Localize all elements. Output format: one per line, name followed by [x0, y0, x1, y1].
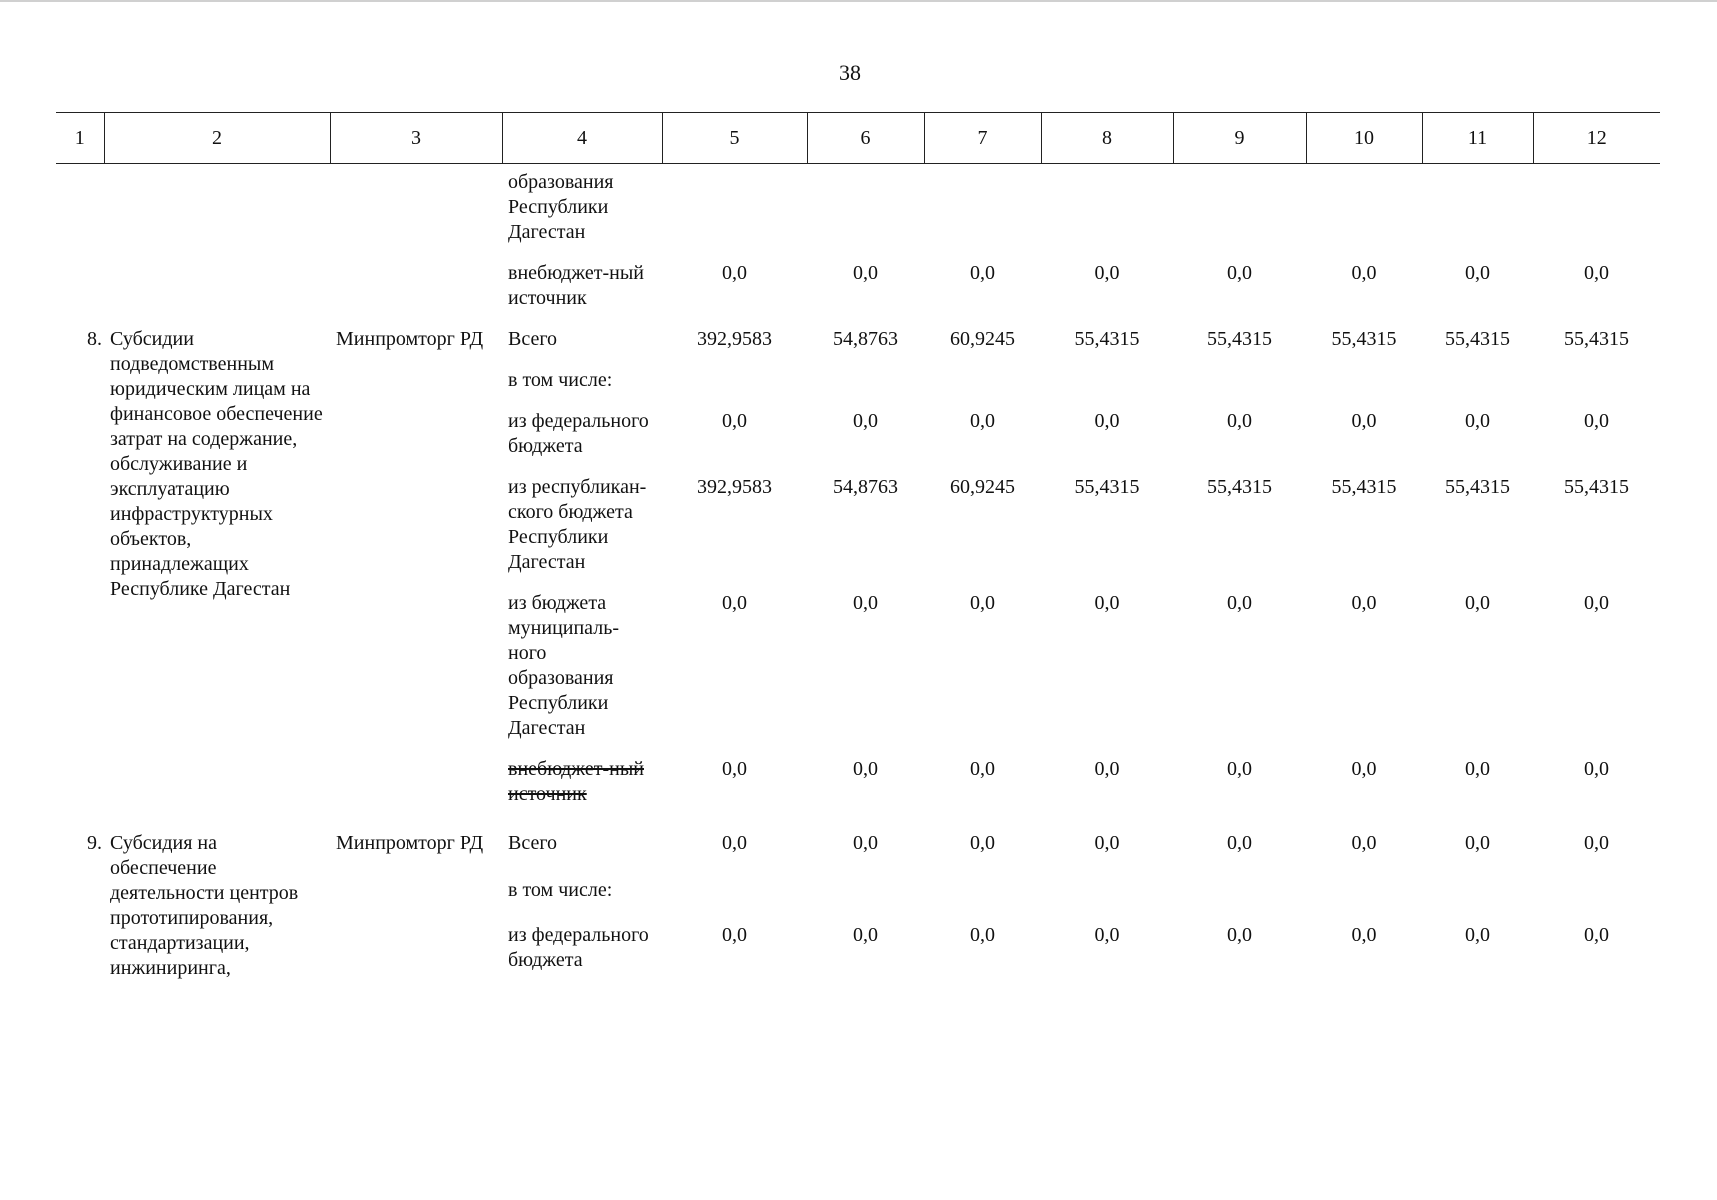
- row-source: внебюджет-ный источник: [508, 262, 644, 309]
- value-cell: 0,0: [853, 924, 878, 947]
- value-cell: [1041, 164, 1173, 256]
- value-cell: 0,0: [853, 592, 878, 614]
- row-name: Субсидии подведомственным юридическим лицам на финансовое обеспечение затрат на содержание, обслуживание и эксплуатацию инфраструктурных объектов, принадлежащих Республике Дагестан: [110, 328, 323, 600]
- row-source: в том числе:: [508, 369, 613, 391]
- value-cell: 0,0: [1465, 758, 1490, 780]
- row-org: Минпромторг РД: [336, 832, 484, 854]
- value-cell: 0,0: [722, 262, 747, 284]
- value-cell: 0,0: [970, 832, 995, 854]
- value-cell: 0,0: [1094, 592, 1120, 614]
- value-cell: 0,0: [1465, 410, 1490, 432]
- row-org: Минпромторг РД: [336, 328, 484, 350]
- value-cell: 0,0: [1094, 924, 1120, 947]
- row-source: Всего: [508, 832, 558, 854]
- row-source: образования Республики Дагестан: [508, 171, 614, 243]
- value-cell: 0,0: [1227, 758, 1252, 780]
- value-cell: 0,0: [1094, 832, 1120, 854]
- value-cell: 0,0: [1227, 592, 1252, 614]
- value-cell: 55,4315: [1331, 328, 1397, 350]
- column-header: 5: [662, 113, 807, 164]
- column-header: 1: [56, 113, 104, 164]
- row-name: Субсидия на обеспечение деятельности центров прототипирования, стандартизации, инжиниринга,: [110, 832, 299, 979]
- value-cell: 0,0: [1351, 592, 1377, 614]
- value-cell: [1422, 164, 1533, 256]
- value-cell: 0,0: [970, 262, 995, 284]
- value-cell: 0,0: [1584, 924, 1609, 947]
- value-cell: 0,0: [1094, 262, 1120, 284]
- value-cell: 0,0: [1584, 262, 1609, 284]
- value-cell: 55,4315: [1564, 328, 1629, 350]
- value-cell: [807, 872, 924, 918]
- column-header: 2: [104, 113, 330, 164]
- value-cell: 0,0: [1584, 832, 1609, 854]
- value-cell: 0,0: [970, 758, 995, 780]
- value-cell: 60,9245: [950, 476, 1015, 498]
- value-cell: [1422, 362, 1533, 403]
- table-row: [56, 817, 1660, 872]
- value-cell: 55,4315: [1074, 328, 1140, 350]
- value-cell: [924, 872, 1041, 918]
- value-cell: 0,0: [1351, 262, 1377, 284]
- value-cell: 55,4315: [1564, 476, 1629, 498]
- value-cell: [662, 362, 807, 403]
- value-cell: 0,0: [1465, 832, 1490, 854]
- value-cell: 0,0: [722, 410, 747, 432]
- value-cell: 0,0: [1227, 832, 1252, 854]
- value-cell: 0,0: [722, 758, 747, 780]
- value-cell: 0,0: [1351, 758, 1377, 780]
- value-cell: 392,9583: [697, 476, 772, 498]
- value-cell: 55,4315: [1207, 476, 1272, 498]
- value-cell: 0,0: [853, 262, 878, 284]
- value-cell: 0,0: [853, 832, 878, 854]
- value-cell: 392,9583: [697, 328, 772, 350]
- value-cell: 55,4315: [1207, 328, 1272, 350]
- scan-edge: [0, 0, 1717, 2]
- value-cell: 0,0: [1465, 262, 1490, 284]
- row-source: из бюджета муниципаль-ного образования Республики Дагестан: [508, 592, 619, 739]
- value-cell: [1041, 362, 1173, 403]
- row-index: 9.: [87, 832, 102, 854]
- value-cell: [1041, 872, 1173, 918]
- value-cell: 0,0: [1584, 592, 1609, 614]
- column-header: 4: [502, 113, 662, 164]
- value-cell: [924, 362, 1041, 403]
- column-header: 10: [1306, 113, 1422, 164]
- row-index: [56, 164, 104, 256]
- value-cell: [1306, 362, 1422, 403]
- table-row: [56, 164, 1660, 256]
- page-number: 38: [839, 60, 861, 85]
- value-cell: 0,0: [1227, 262, 1252, 284]
- column-header: 3: [330, 113, 502, 164]
- value-cell: 0,0: [1094, 410, 1120, 432]
- value-cell: [1173, 362, 1306, 403]
- value-cell: [924, 164, 1041, 256]
- value-cell: 54,8763: [833, 328, 898, 350]
- row-org: [330, 164, 502, 322]
- value-cell: 0,0: [1584, 410, 1609, 432]
- budget-table: [56, 112, 1660, 991]
- value-cell: [1306, 164, 1422, 256]
- column-header: 11: [1422, 113, 1533, 164]
- value-cell: 0,0: [970, 592, 995, 614]
- value-cell: 0,0: [1351, 410, 1377, 432]
- row-source: внебюджет-ный источник: [508, 758, 644, 805]
- value-cell: 55,4315: [1445, 328, 1510, 350]
- value-cell: 0,0: [1227, 410, 1252, 432]
- column-header: 12: [1533, 113, 1660, 164]
- value-cell: 0,0: [1351, 832, 1377, 854]
- value-cell: 0,0: [1465, 924, 1490, 947]
- value-cell: [1306, 872, 1422, 918]
- row-source: Всего: [508, 328, 558, 350]
- column-header: 7: [924, 113, 1041, 164]
- value-cell: [1422, 872, 1533, 918]
- table-row: [56, 321, 1660, 362]
- value-cell: [807, 164, 924, 256]
- value-cell: 0,0: [1227, 924, 1252, 947]
- value-cell: 0,0: [970, 410, 995, 432]
- value-cell: 55,4315: [1074, 476, 1140, 498]
- value-cell: 0,0: [970, 924, 995, 947]
- value-cell: 60,9245: [950, 328, 1015, 350]
- row-source: в том числе:: [508, 878, 613, 901]
- row-source: из федерального бюджета: [508, 410, 649, 457]
- value-cell: 0,0: [1584, 758, 1609, 780]
- value-cell: 0,0: [1094, 758, 1120, 780]
- value-cell: 0,0: [853, 410, 878, 432]
- value-cell: 0,0: [722, 592, 747, 614]
- column-header: 9: [1173, 113, 1306, 164]
- value-cell: 0,0: [722, 832, 747, 854]
- row-index: 8.: [87, 328, 102, 350]
- column-header: 8: [1041, 113, 1173, 164]
- value-cell: [1533, 164, 1660, 256]
- header-row: [56, 113, 1660, 164]
- value-cell: 0,0: [853, 758, 878, 780]
- value-cell: [1173, 872, 1306, 918]
- value-cell: 0,0: [1351, 924, 1377, 947]
- value-cell: [1533, 872, 1660, 918]
- value-cell: [807, 362, 924, 403]
- value-cell: 55,4315: [1331, 476, 1397, 498]
- row-name: [104, 164, 330, 322]
- value-cell: 55,4315: [1445, 476, 1510, 498]
- value-cell: [1173, 164, 1306, 256]
- value-cell: [662, 872, 807, 918]
- row-index: [56, 255, 104, 321]
- value-cell: 54,8763: [833, 476, 898, 498]
- value-cell: [1533, 362, 1660, 403]
- row-source: из республикан-ского бюджета Республики Дагестан: [508, 476, 647, 573]
- value-cell: 0,0: [722, 924, 747, 947]
- value-cell: 0,0: [1465, 592, 1490, 614]
- value-cell: [662, 164, 807, 256]
- column-header: 6: [807, 113, 924, 164]
- row-source: из федерального бюджета: [508, 924, 649, 972]
